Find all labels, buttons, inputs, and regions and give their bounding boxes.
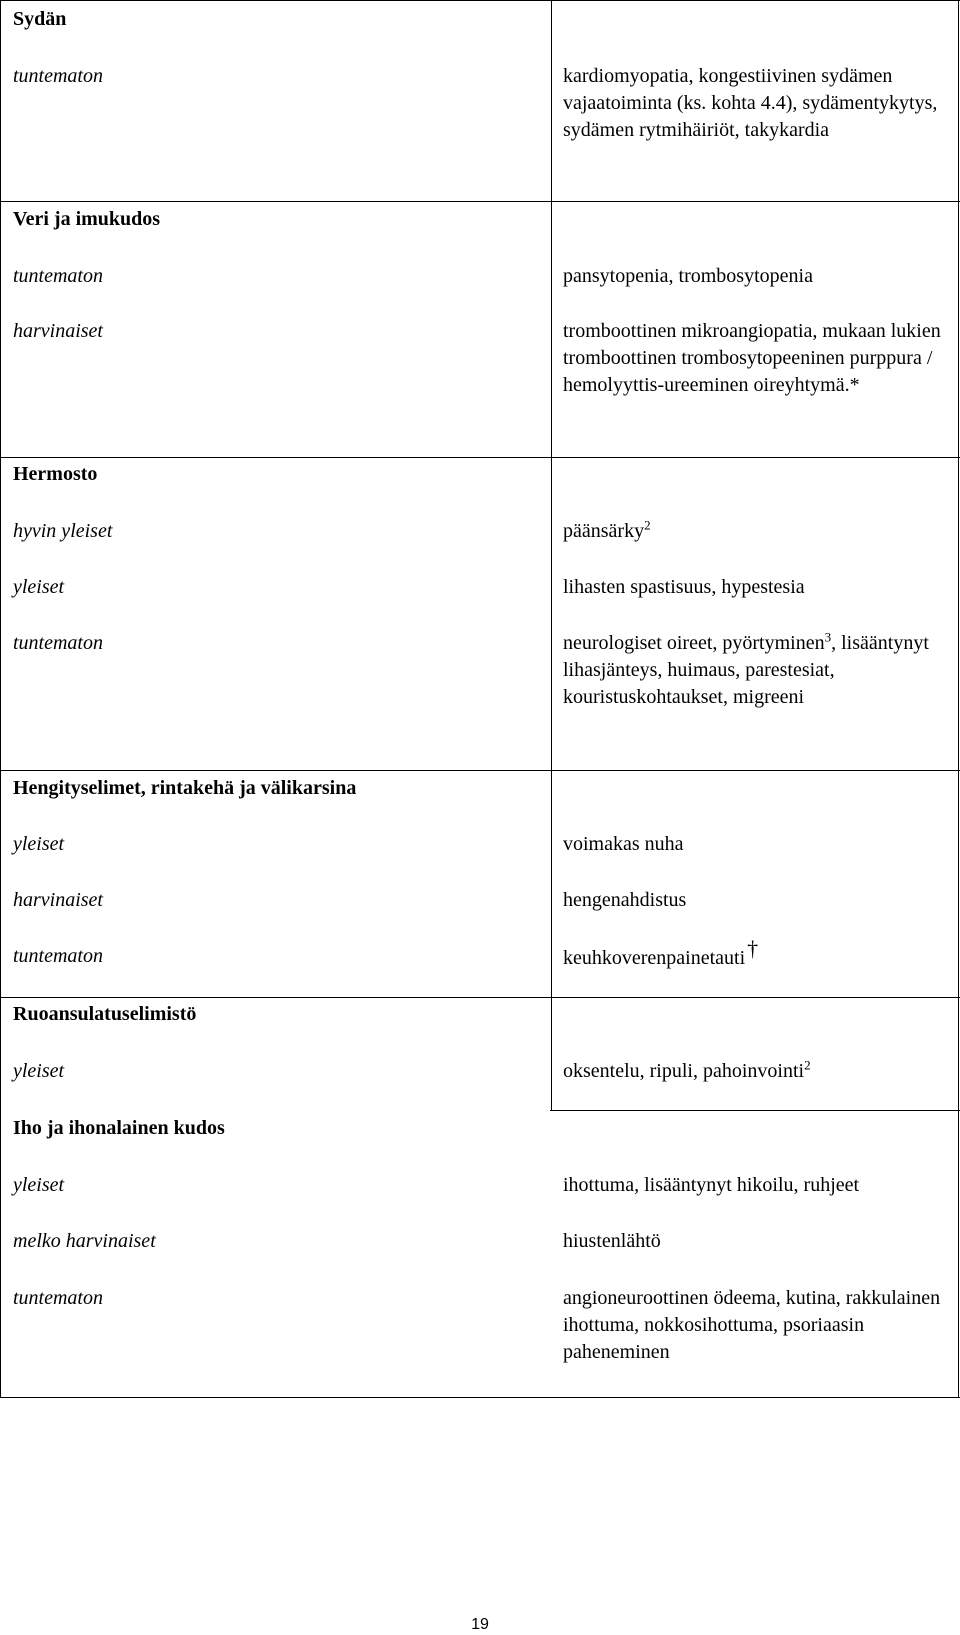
adverse-effect-text: neurologiset oireet, pyörtyminen xyxy=(563,632,825,654)
frequency-label: tuntematon xyxy=(13,945,103,967)
frequency-label: tuntematon xyxy=(13,1287,103,1309)
adverse-effect-text: lihasten spastisuus, hypestesia xyxy=(563,576,805,598)
adverse-effect-entry xyxy=(563,518,958,545)
adverse-effect-text: pansytopenia, trombosytopenia xyxy=(563,265,813,287)
section-title-iho: Iho ja ihonalainen kudos xyxy=(13,1117,225,1139)
footnote-ref: 3 xyxy=(824,629,832,645)
row-divider xyxy=(0,997,960,998)
table-border-top xyxy=(0,0,960,1)
adverse-effect-text: voimakas nuha xyxy=(563,833,684,855)
frequency-label: melko harvinaiset xyxy=(13,1230,156,1252)
frequency-label: tuntematon xyxy=(13,632,103,654)
column-divider xyxy=(551,457,552,770)
dagger-mark: † xyxy=(747,936,759,961)
adverse-effect-text: kardiomyopatia, kongestiivinen sydämen vajaatoiminta (ks. kohta 4.4), sydämentykytys, sydämen rytmihäiriöt, takykardia xyxy=(563,65,938,141)
footnote-ref: 2 xyxy=(644,517,651,533)
row-divider xyxy=(0,457,960,458)
table-border-left xyxy=(0,0,1,1398)
adverse-effect-entry xyxy=(563,630,958,711)
column-divider xyxy=(551,770,552,997)
adverse-effect-entry xyxy=(563,1058,958,1085)
adverse-effect-text: ihottuma, lisääntynyt hikoilu, ruhjeet xyxy=(563,1174,860,1196)
section-title-ruoansulatus: Ruoansulatuselimistö xyxy=(13,1003,197,1025)
column-divider xyxy=(551,201,552,457)
adverse-effect-text: keuhkoverenpainetauti xyxy=(563,947,746,969)
adverse-effect-text: päänsärky xyxy=(563,520,645,542)
adverse-effect-text: tromboottinen mikroangiopatia, mukaan lukien tromboottinen trombosytopeeninen purppura / hemolyyttis-ureeminen oireyhtymä.* xyxy=(563,320,941,396)
frequency-label: harvinaiset xyxy=(13,889,103,911)
adverse-effect-text-continued: , lisääntynyt lihasjänteys, huimaus, parestesiat, kouristuskohtaukset, migreeni xyxy=(563,632,929,708)
adverse-effect-text: oksentelu, ripuli, pahoinvointi xyxy=(563,1060,805,1082)
section-title-sydan: Sydän xyxy=(13,8,67,30)
frequency-label: harvinaiset xyxy=(13,320,103,342)
section-title-hengitys: Hengityselimet, rintakehä ja välikarsina xyxy=(13,777,357,799)
frequency-label: yleiset xyxy=(13,576,65,598)
section-title-hermosto: Hermosto xyxy=(13,463,98,485)
section-title-veri: Veri ja imukudos xyxy=(13,208,161,230)
page-number: 19 xyxy=(471,1616,489,1633)
frequency-label: yleiset xyxy=(13,1060,65,1082)
adverse-effect-text: hiustenlähtö xyxy=(563,1230,661,1252)
frequency-label: tuntematon xyxy=(13,265,103,287)
table-border-right xyxy=(958,0,959,1398)
frequency-label: yleiset xyxy=(13,833,65,855)
frequency-label: yleiset xyxy=(13,1174,65,1196)
column-divider xyxy=(551,0,552,201)
adverse-effect-text: angioneuroottinen ödeema, kutina, rakkulainen ihottuma, nokkosihottuma, psoriaasin paheneminen xyxy=(563,1287,941,1363)
frequency-label: tuntematon xyxy=(13,65,103,87)
row-divider xyxy=(0,201,960,202)
table-border-bottom xyxy=(0,1397,960,1398)
footnote-ref: 2 xyxy=(804,1057,811,1073)
row-divider xyxy=(550,1110,960,1111)
adverse-effect-text: hengenahdistus xyxy=(563,889,687,911)
column-divider xyxy=(551,997,552,1110)
frequency-label: hyvin yleiset xyxy=(13,520,113,542)
adverse-effect-entry xyxy=(563,936,958,972)
row-divider xyxy=(0,770,960,771)
